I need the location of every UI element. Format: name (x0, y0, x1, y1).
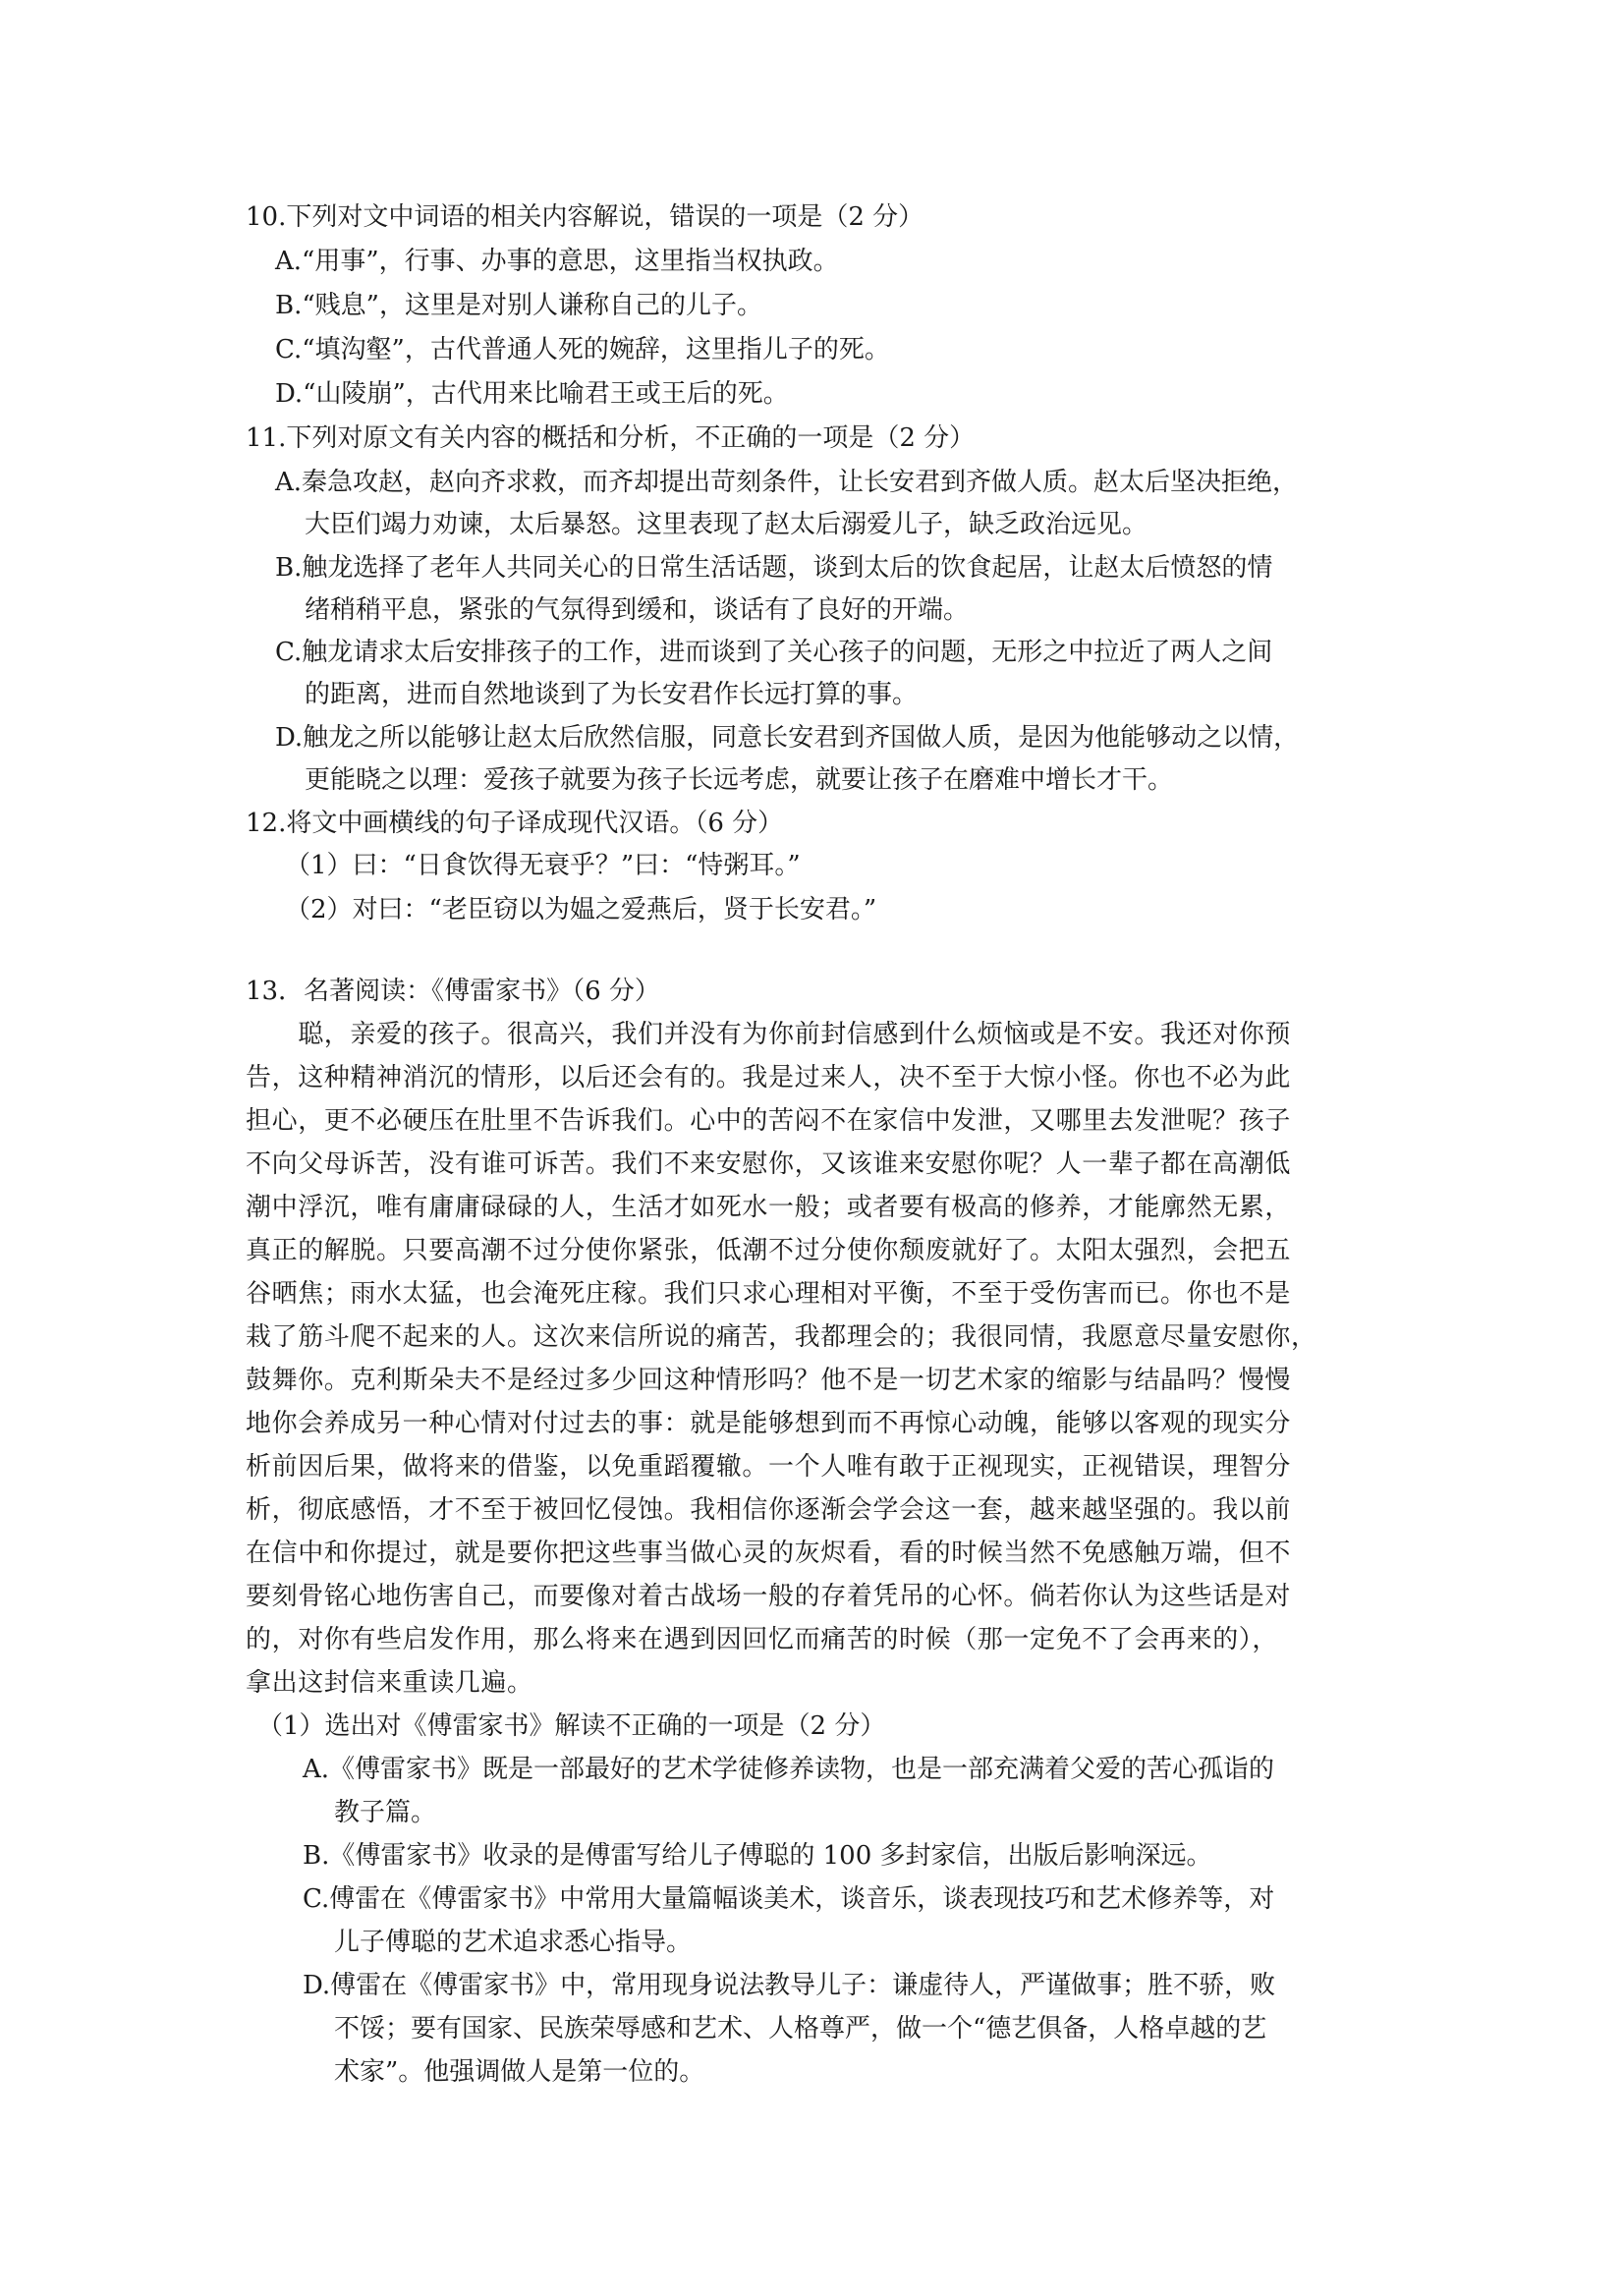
passage-line: 要刻骨铭心地伤害自己，而要像对着古战场一般的存着凭吊的心怀。倘若你认为这些话是对 (246, 1582, 1292, 1611)
q13-option-d-line2: 不馁；要有国家、民族荣辱感和艺术、人格尊严，做一个“德艺俱备，人格卓越的艺 (334, 2014, 1267, 2044)
passage-line: 析，彻底感悟，才不至于被回忆侵蚀。我相信你逐渐会学会这一套，越来越坚强的。我以前 (246, 1495, 1292, 1525)
q11-option-c-line2: 的距离，进而自然地谈到了为长安君作长远打算的事。 (305, 680, 919, 709)
q11-option-b-line2: 绪稍稍平息，紧张的气氛得到缓和，谈话有了良好的开端。 (305, 595, 970, 625)
passage-line: 析前因后果，做将来的借鉴，以免重蹈覆辙。一个人唯有敢于正视现实，正视错误，理智分 (246, 1452, 1292, 1482)
q13-option-a-line2: 教子篇。 (334, 1798, 437, 1827)
q10-option-d: D.“山陵崩”，古代用来比喻君王或王后的死。 (275, 379, 789, 409)
passage-line: 谷晒焦；雨水太猛，也会淹死庄稼。我们只求心理相对平衡，不至于受伤害而已。你也不是 (246, 1279, 1292, 1309)
passage-line: 担心，更不必硬压在肚里不告诉我们。心中的苦闷不在家信中发泄，又哪里去发泄呢？孩子 (246, 1106, 1292, 1136)
passage-line: 地你会养成另一种心情对付过去的事：就是能够想到而不再惊心动魄，能够以客观的现实分 (246, 1409, 1292, 1438)
passage-line: 不向父母诉苦，没有谁可诉苦。我们不来安慰你，又该谁来安慰你呢？人一辈子都在高潮低 (246, 1149, 1292, 1179)
q12-item-2: （2）对曰：“老臣窃以为媪之爱燕后，贤于长安君。” (285, 895, 877, 924)
q13-option-d-line3: 术家”。他强调做人是第一位的。 (334, 2057, 705, 2087)
q13-option-c-line2: 儿子傅聪的艺术追求悉心指导。 (334, 1928, 693, 1957)
q12-item-1: （1）曰：“日食饮得无衰乎？”曰：“恃粥耳。” (285, 851, 801, 880)
q11-option-c-line1: C.触龙请求太后安排孩子的工作，进而谈到了关心孩子的问题，无形之中拉近了两人之间 (275, 638, 1273, 667)
q10-option-a: A.“用事”，行事、办事的意思，这里指当权执政。 (275, 247, 839, 276)
q10-option-c: C.“填沟壑”，古代普通人死的婉辞，这里指儿子的死。 (275, 335, 890, 364)
passage-line: 告，这种精神消沉的情形，以后还会有的。我是过来人，决不至于大惊小怪。你也不必为此 (246, 1063, 1292, 1092)
passage-line: 聪，亲爱的孩子。很高兴，我们并没有为你前封信感到什么烦恼或是不安。我还对你预 (246, 1020, 1292, 1049)
passage-line: 栽了筋斗爬不起来的人。这次来信所说的痛苦，我都理会的；我很同情，我愿意尽量安慰你， (246, 1322, 1317, 1352)
q10-option-b: B.“贱息”，这里是对别人谦称自己的儿子。 (275, 291, 762, 320)
passage-line: 鼓舞你。克利斯朵夫不是经过多少回这种情形吗？他不是一切艺术家的缩影与结晶吗？慢慢 (246, 1366, 1292, 1395)
q13-option-d-line1: D.傅雷在《傅雷家书》中，常用现身说法教导儿子：谦虚待人，严谨做事；胜不骄，败 (303, 1971, 1276, 2000)
q13-sub1-stem: （1）选出对《傅雷家书》解读不正确的一项是（2 分） (257, 1711, 886, 1741)
q13-stem: 13．名著阅读：《傅雷家书》（6 分） (246, 977, 660, 1006)
q12-stem: 12.将文中画横线的句子译成现代汉语。（6 分） (246, 809, 784, 838)
passage-line: 拿出这封信来重读几遍。 (246, 1668, 533, 1698)
q11-option-d-line1: D.触龙之所以能够让赵太后欣然信服，同意长安君到齐国做人质，是因为他能够动之以情， (275, 723, 1300, 753)
q13-option-c-line1: C.傅雷在《傅雷家书》中常用大量篇幅谈美术，谈音乐，谈表现技巧和艺术修养等，对 (303, 1884, 1275, 1914)
passage-line: 在信中和你提过，就是要你把这些事当做心灵的灰烬看，看的时候当然不免感触万端，但不 (246, 1539, 1292, 1568)
q11-option-b-line1: B.触龙选择了老年人共同关心的日常生活话题，谈到太后的饮食起居，让赵太后愤怒的情 (275, 553, 1273, 583)
q13-option-a-line1: A.《傅雷家书》既是一部最好的艺术学徒修养读物，也是一部充满着父爱的苦心孤诣的 (303, 1755, 1275, 1784)
passage-line: 潮中浮沉，唯有庸庸碌碌的人，生活才如死水一般；或者要有极高的修养，才能廓然无累， (246, 1193, 1292, 1222)
q13-option-b-line1: B.《傅雷家书》收录的是傅雷写给儿子傅聪的 100 多封家信，出版后影响深远。 (303, 1841, 1212, 1871)
passage-line: 的，对你有些启发作用，那么将来在遇到因回忆而痛苦的时候（那一定免不了会再来的）， (246, 1625, 1279, 1654)
q11-option-a-line1: A.秦急攻赵，赵向齐求救，而齐却提出苛刻条件，让长安君到齐做人质。赵太后坚决拒绝， (275, 468, 1299, 497)
q11-option-d-line2: 更能晓之以理：爱孩子就要为孩子长远考虑，就要让孩子在磨难中增长才干。 (305, 765, 1174, 795)
q10-stem: 10.下列对文中词语的相关内容解说，错误的一项是（2 分） (246, 202, 924, 232)
q11-option-a-line2: 大臣们竭力劝谏，太后暴怒。这里表现了赵太后溺爱儿子，缺乏政治远见。 (305, 510, 1148, 539)
passage-line: 真正的解脱。只要高潮不过分使你紧张，低潮不过分使你颓废就好了。太阳太强烈，会把五 (246, 1236, 1292, 1265)
q11-stem: 11.下列对原文有关内容的概括和分析，不正确的一项是（2 分） (246, 423, 976, 453)
